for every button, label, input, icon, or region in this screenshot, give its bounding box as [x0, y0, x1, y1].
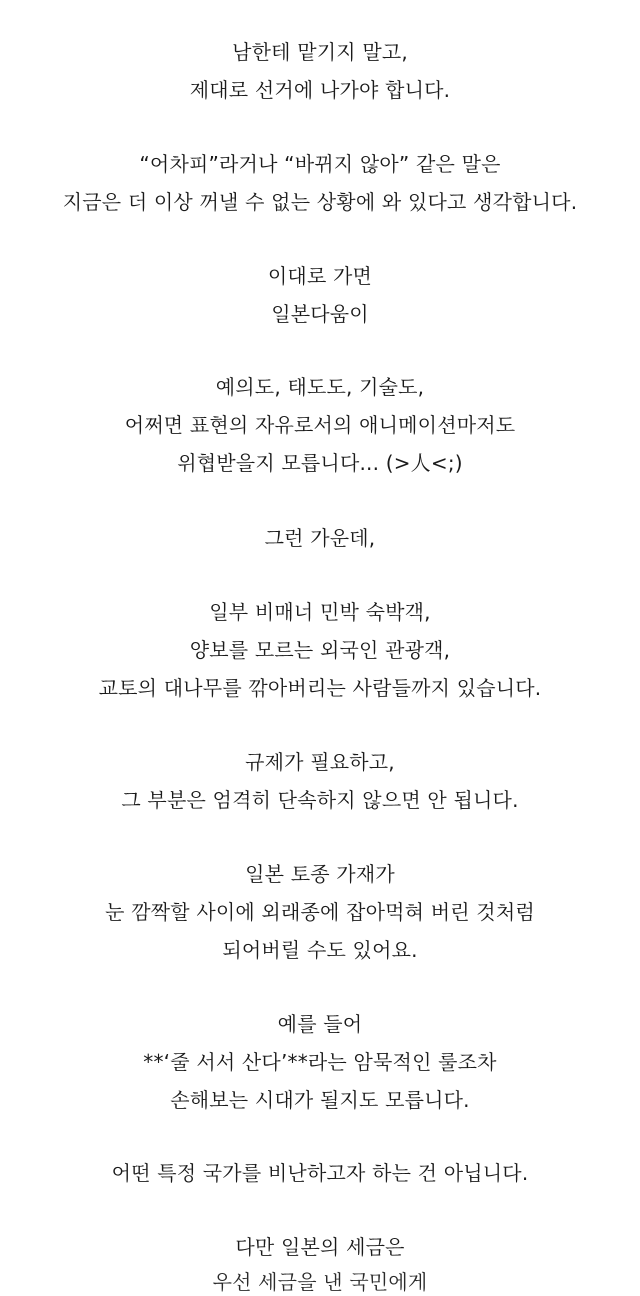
text-line: 그 부분은 엄격히 단속하지 않으면 안 됩니다.	[121, 788, 519, 812]
text-line: 그런 가운데,	[264, 526, 376, 550]
text-line: 어쩌면 표현의 자유로서의 애니메이션마저도	[124, 413, 516, 437]
text-line: 눈 깜짝할 사이에 외래종에 잡아먹혀 버린 것처럼	[105, 900, 535, 924]
text-line: 이대로 가면	[267, 264, 373, 288]
text-line-clipped: 우선 세금을 낸 국민에게	[212, 1270, 428, 1294]
text-line: 어떤 특정 국가를 비난하고자 하는 건 아닙니다.	[111, 1161, 529, 1185]
text-line: 양보를 모르는 외국인 관광객,	[189, 638, 451, 662]
text-line: 일본다움이	[271, 302, 369, 326]
text-line: 다만 일본의 세금은	[235, 1235, 405, 1259]
text-line: 위협받을지 모릅니다... (>人<;)	[177, 451, 463, 475]
text-line: 일부 비매너 민박 숙박객,	[209, 600, 431, 624]
text-line: 교토의 대나무를 깎아버리는 사람들까지 있습니다.	[98, 676, 542, 700]
text-line: 예의도, 태도도, 기술도,	[215, 375, 425, 399]
text-line: 제대로 선거에 나가야 합니다.	[189, 78, 451, 102]
text-line: 손해보는 시대가 될지도 모릅니다.	[170, 1088, 470, 1112]
text-line: 규제가 필요하고,	[245, 750, 395, 774]
text-line: 예를 들어	[277, 1012, 363, 1036]
text-line: “어차피”라거나 “바뀌지 않아” 같은 말은	[139, 152, 501, 176]
text-line: 일본 토종 가재가	[245, 862, 395, 886]
text-line: 지금은 더 이상 꺼낼 수 없는 상황에 와 있다고 생각합니다.	[62, 190, 578, 214]
text-line: 남한테 맡기지 말고,	[232, 40, 408, 64]
text-line: 되어버릴 수도 있어요.	[222, 938, 418, 962]
text-line: **‘줄 서서 산다’**라는 암묵적인 룰조차	[143, 1050, 497, 1074]
